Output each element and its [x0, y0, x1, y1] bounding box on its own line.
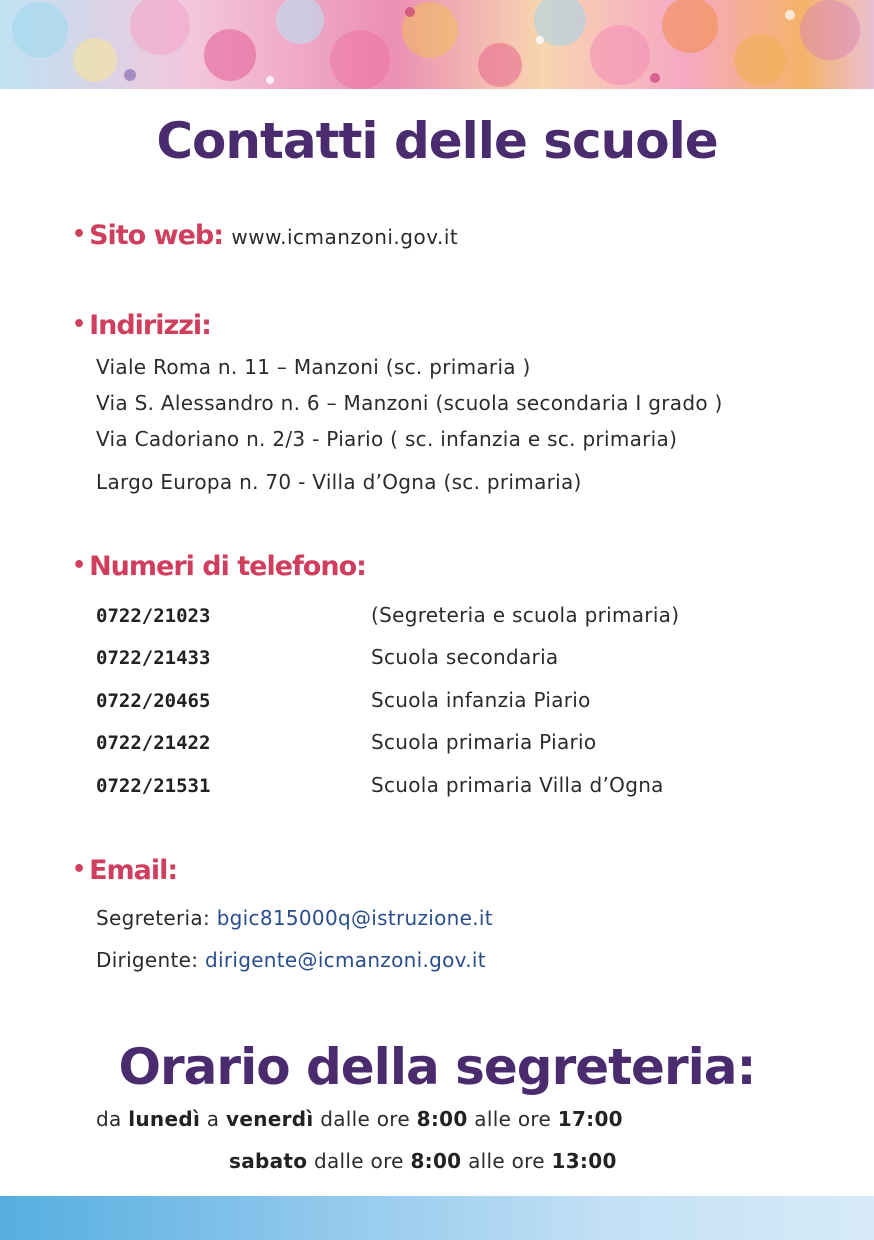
phones-label: Numeri di telefono: — [89, 551, 366, 582]
phone-number[interactable]: 0722/21531 — [96, 775, 211, 797]
address-line: Largo Europa n. 70 - Villa d’Ogna (sc. primaria) — [96, 470, 582, 494]
hours-time: 8:00 — [416, 1107, 468, 1131]
address-line: Viale Roma n. 11 – Manzoni (sc. primaria ) — [96, 355, 531, 379]
email-dirigente-label: Dirigente: — [96, 948, 199, 972]
phone-number[interactable]: 0722/21433 — [96, 647, 211, 669]
hours-day: lunedì — [128, 1107, 201, 1131]
hours-saturday — [229, 1149, 617, 1173]
hours-weekdays — [96, 1107, 623, 1131]
address-line: Via Cadoriano n. 2/3 - Piario ( sc. infanzia e sc. primaria) — [96, 427, 678, 451]
hours-text: dalle ore — [320, 1107, 410, 1131]
hours-time: 8:00 — [410, 1149, 462, 1173]
bullet-icon: • — [72, 312, 86, 337]
email-row-segreteria — [96, 906, 493, 930]
hours-text: da — [96, 1107, 122, 1131]
hours-day: venerdì — [226, 1107, 314, 1131]
address-line: Via S. Alessandro n. 6 – Manzoni (scuola secondaria I grado ) — [96, 391, 723, 415]
phone-number[interactable]: 0722/21023 — [96, 605, 211, 627]
hours-text: alle ore — [468, 1149, 545, 1173]
email-segreteria-link[interactable]: bgic815000q@istruzione.it — [216, 906, 493, 930]
phone-number[interactable]: 0722/21422 — [96, 732, 211, 754]
phones-section-heading — [72, 551, 366, 582]
addresses-section-heading — [72, 310, 211, 341]
website-link[interactable]: www.icmanzoni.gov.it — [231, 225, 459, 249]
paint-splash-decoration — [0, 0, 874, 89]
hours-time: 17:00 — [557, 1107, 623, 1131]
hours-text: dalle ore — [314, 1149, 404, 1173]
hours-day: sabato — [229, 1149, 308, 1173]
email-section-heading — [72, 855, 177, 886]
hours-text: a — [206, 1107, 220, 1131]
bullet-icon: • — [72, 857, 86, 882]
phone-description: Scuola infanzia Piario — [371, 688, 591, 712]
watercolor-banner — [0, 0, 874, 89]
office-hours-title: Orario della segreteria: — [118, 1038, 756, 1096]
phone-description: Scuola primaria Villa d’Ogna — [371, 773, 664, 797]
hours-time: 13:00 — [551, 1149, 617, 1173]
hours-text: alle ore — [474, 1107, 552, 1131]
page-title: Contatti delle scuole — [156, 112, 718, 170]
email-dirigente-link[interactable]: dirigente@icmanzoni.gov.it — [204, 948, 486, 972]
bullet-icon: • — [72, 553, 86, 578]
email-segreteria-label: Segreteria: — [96, 906, 211, 930]
phone-description: Scuola secondaria — [371, 645, 559, 669]
phone-number[interactable]: 0722/20465 — [96, 690, 211, 712]
email-label: Email: — [89, 855, 178, 886]
website-section — [72, 220, 458, 251]
email-row-dirigente — [96, 948, 486, 972]
phone-description: Scuola primaria Piario — [371, 730, 597, 754]
addresses-label: Indirizzi: — [89, 310, 211, 341]
bullet-icon: • — [72, 222, 86, 247]
phone-description: (Segreteria e scuola primaria) — [371, 603, 680, 627]
website-label: Sito web: — [89, 220, 223, 251]
footer-color-bar — [0, 1196, 874, 1240]
